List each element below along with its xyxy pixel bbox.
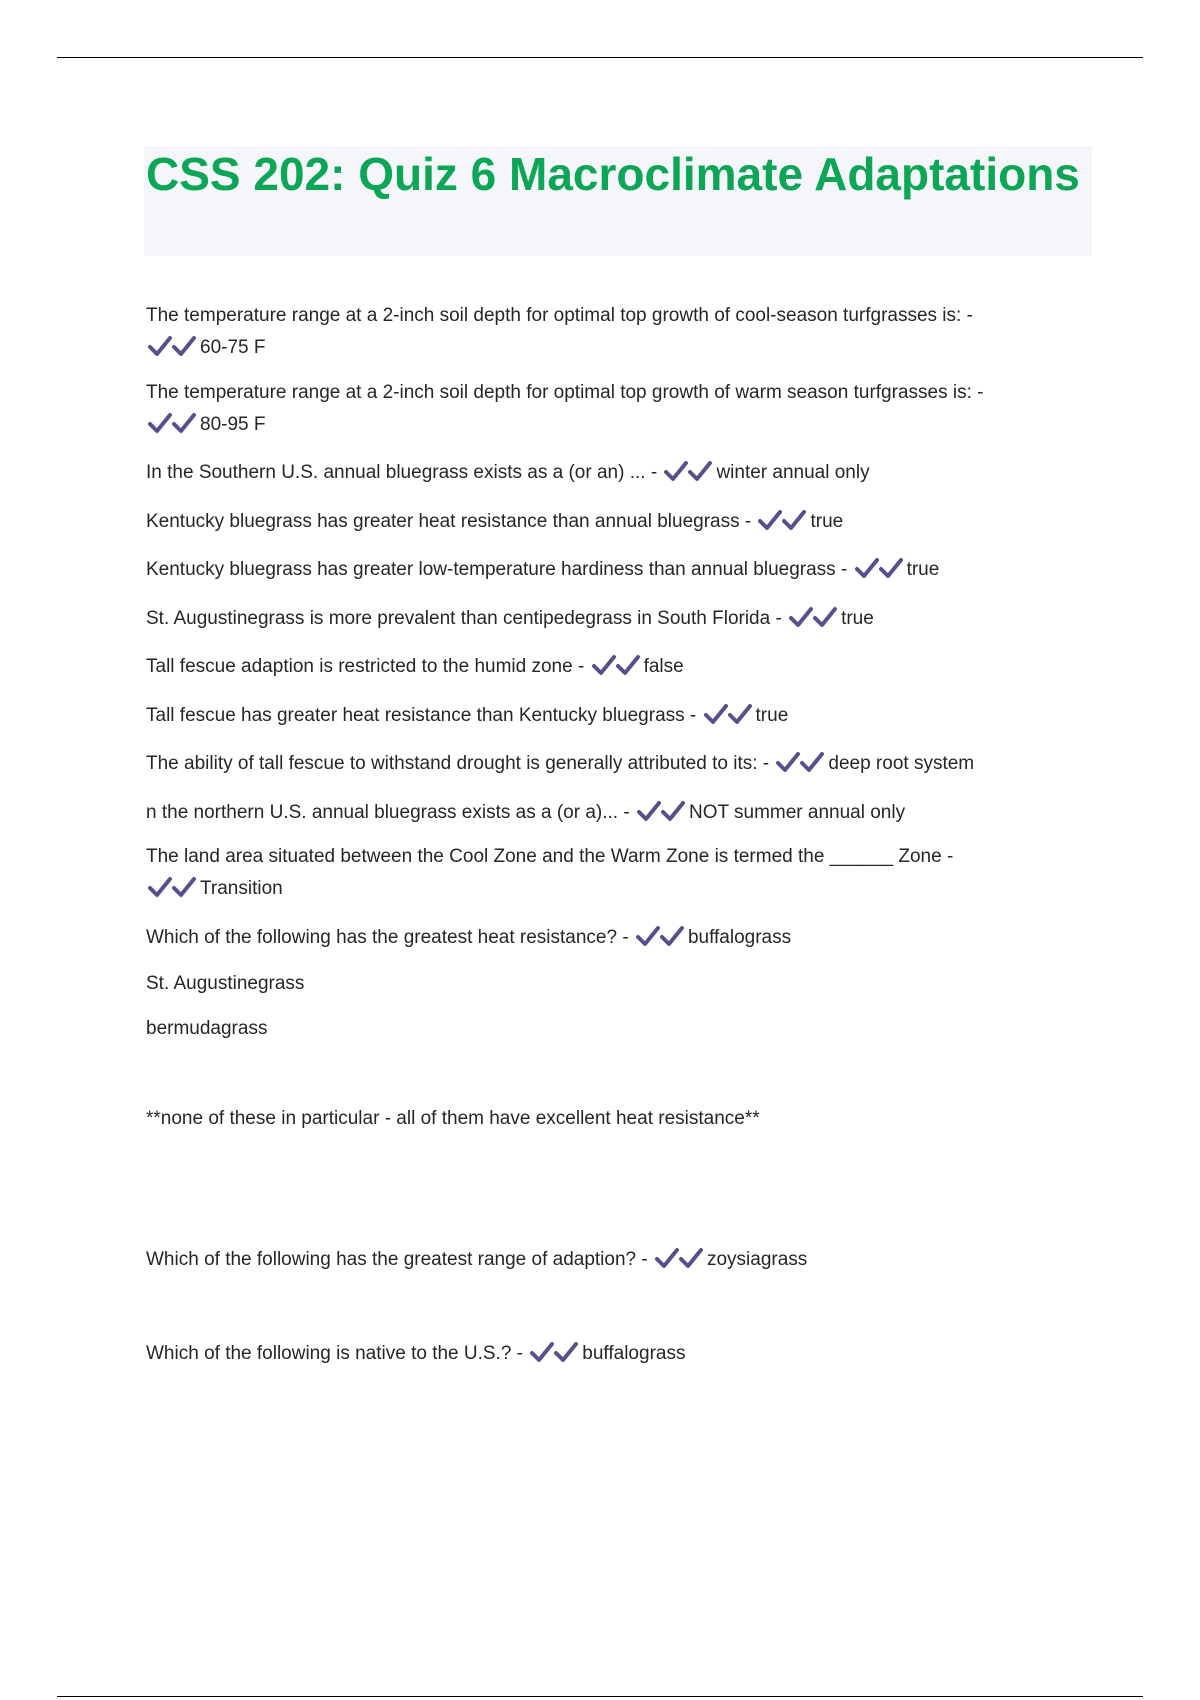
question-text: Tall fescue has greater heat resistance than Kentucky bluegrass - — [146, 705, 697, 727]
check-icon — [148, 335, 172, 357]
check-icon — [688, 460, 712, 482]
qa-item — [146, 1338, 1066, 1370]
note-line: **none of these in particular - all of them have excellent heat resistance** — [146, 1108, 760, 1129]
check-icon — [776, 751, 800, 773]
question-text: n the northern U.S. annual bluegrass exists as a (or a)... - — [146, 802, 630, 824]
check-icon — [172, 335, 196, 357]
double-check-icon — [853, 552, 903, 584]
answer-text: deep root system — [828, 753, 975, 775]
double-check-icon — [590, 649, 640, 681]
question-text: Kentucky bluegrass has greater heat resistance than annual bluegrass - — [146, 511, 752, 533]
question-text: Which of the following has the greatest range of adaption? - — [146, 1249, 648, 1271]
answer-text: 60-75 F — [200, 337, 266, 359]
option-line: St. Augustinegrass — [146, 973, 305, 994]
qa-item — [146, 922, 1066, 954]
check-icon — [879, 557, 903, 579]
double-check-icon — [653, 1242, 703, 1274]
double-check-icon — [146, 407, 196, 439]
check-icon — [637, 800, 661, 822]
double-check-icon — [635, 795, 685, 827]
check-icon — [172, 876, 196, 898]
check-icon — [530, 1341, 554, 1363]
qa-item — [146, 603, 1066, 635]
check-icon — [704, 703, 728, 725]
double-check-icon — [774, 746, 824, 778]
answer-text: NOT summer annual only — [688, 802, 906, 824]
question-text: Which of the following has the greatest heat resistance? - — [146, 927, 629, 949]
title-block — [144, 146, 1092, 256]
answer-text: winter annual only — [716, 462, 870, 484]
qa-item — [146, 506, 1066, 538]
check-icon — [782, 509, 806, 531]
qa-item — [146, 841, 1066, 905]
check-icon — [148, 876, 172, 898]
check-icon — [664, 460, 688, 482]
option-line: bermudagrass — [146, 1018, 268, 1039]
check-icon — [636, 925, 660, 947]
qa-item — [146, 700, 1066, 732]
double-check-icon — [702, 698, 752, 730]
double-check-icon — [634, 920, 684, 952]
double-check-icon — [146, 871, 196, 903]
answer-text: true — [810, 511, 844, 533]
question-text: St. Augustinegrass is more prevalent than centipedegrass in South Florida - — [146, 608, 782, 630]
check-icon — [813, 606, 837, 628]
double-check-icon — [756, 504, 806, 536]
qa-item — [146, 1244, 1066, 1276]
check-icon — [660, 925, 684, 947]
page-title: CSS 202: Quiz 6 Macroclimate Adaptations — [146, 148, 1080, 200]
qa-item — [146, 300, 1066, 364]
double-check-icon — [528, 1336, 578, 1368]
double-check-icon — [662, 455, 712, 487]
answer-text: zoysiagrass — [706, 1249, 808, 1271]
check-icon — [758, 509, 782, 531]
check-icon — [554, 1341, 578, 1363]
question-text: The ability of tall fescue to withstand drought is generally attributed to its: - — [146, 753, 770, 775]
double-check-icon — [146, 330, 196, 362]
header-rule — [57, 57, 1143, 58]
qa-item — [146, 797, 1066, 829]
question-text: The temperature range at a 2-inch soil depth for optimal top growth of cool-season turfgrasses is: - — [146, 305, 973, 326]
check-icon — [855, 557, 879, 579]
answer-text: 80-95 F — [200, 414, 266, 436]
check-icon — [172, 412, 196, 434]
question-text: The temperature range at a 2-inch soil depth for optimal top growth of warm season turfgrasses is: - — [146, 382, 984, 403]
check-icon — [616, 654, 640, 676]
check-icon — [655, 1247, 679, 1269]
qa-item — [146, 748, 1066, 780]
question-text: Kentucky bluegrass has greater low-temperature hardiness than annual bluegrass - — [146, 559, 848, 581]
double-check-icon — [787, 601, 837, 633]
check-icon — [148, 412, 172, 434]
question-text: Which of the following is native to the U.S.? - — [146, 1343, 524, 1365]
check-icon — [661, 800, 685, 822]
qa-item — [146, 554, 1066, 586]
qa-item — [146, 377, 1066, 441]
answer-text: buffalograss — [582, 1343, 686, 1365]
qa-item — [146, 651, 1066, 683]
footer-rule — [57, 1696, 1143, 1697]
qa-item — [146, 457, 1066, 489]
check-icon — [800, 751, 824, 773]
check-icon — [592, 654, 616, 676]
question-text: The land area situated between the Cool Zone and the Warm Zone is termed the ______ Zone - — [146, 846, 954, 867]
check-icon — [679, 1247, 703, 1269]
answer-text: false — [643, 656, 684, 678]
answer-text: Transition — [200, 878, 283, 900]
check-icon — [789, 606, 813, 628]
question-text: Tall fescue adaption is restricted to the humid zone - — [146, 656, 585, 678]
answer-text: true — [755, 705, 789, 727]
question-text: In the Southern U.S. annual bluegrass exists as a (or an) ... - — [146, 462, 658, 484]
check-icon — [728, 703, 752, 725]
answer-text: true — [906, 559, 940, 581]
answer-text: buffalograss — [687, 927, 792, 949]
answer-text: true — [841, 608, 874, 630]
